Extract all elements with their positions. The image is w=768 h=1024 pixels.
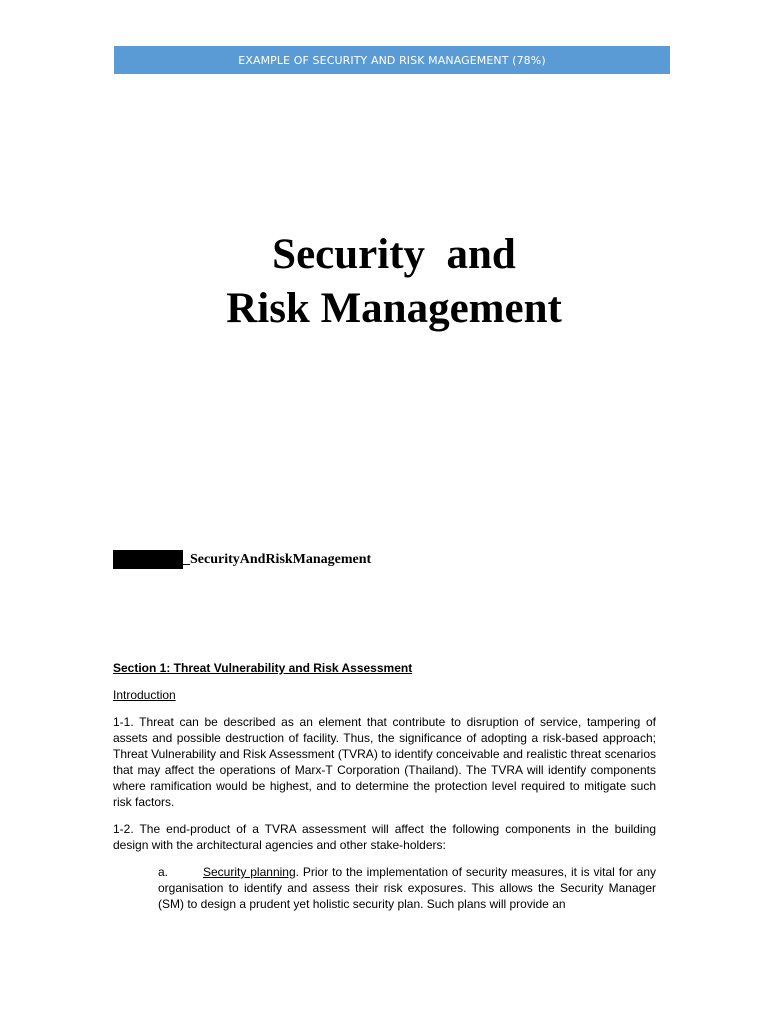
document-body	[113, 660, 656, 912]
list-item-a-text: . Prior to the implementation of security measures, it is vital for any organisation to identify and assess their risk exposures. This allows the Security Manager (SM) to design a prudent yet holistic security plan. Such plans will provide an	[158, 865, 656, 911]
list-item-a-label: a.	[158, 865, 169, 879]
paragraph-1-1: 1-1. Threat can be described as an element that contribute to disruption of service, tampering of assets and possible destruction of facility. Thus, the significance of adopting a risk-based approach; Threat Vulnerability and Risk Assessment (TVRA) to identify conceivable and realistic threat scenarios that may affect the operations of Marx-T Corporation (Thailand). The TVRA will identify components where ramification would be highest, and to determine the protection level required to mitigate such risk factors.	[113, 715, 656, 809]
paragraph-1-2: 1-2. The end-product of a TVRA assessment will affect the following components in the building design with the architectural agencies and other stake-holders:	[113, 822, 656, 852]
title-line-2: Risk Management	[226, 285, 562, 332]
section-heading: Section 1: Threat Vulnerability and Risk Assessment	[113, 661, 413, 675]
header-banner: EXAMPLE OF SECURITY AND RISK MANAGEMENT (78%)	[114, 46, 670, 74]
list-item-a-heading: Security planning	[203, 865, 296, 879]
document-title	[0, 228, 768, 336]
document-id-suffix: _SecurityAndRiskManagement	[183, 552, 372, 567]
list-item-a	[158, 864, 656, 912]
introduction-label: Introduction	[113, 688, 176, 702]
redaction-block	[113, 550, 183, 569]
title-line-1: Security and	[272, 231, 516, 278]
